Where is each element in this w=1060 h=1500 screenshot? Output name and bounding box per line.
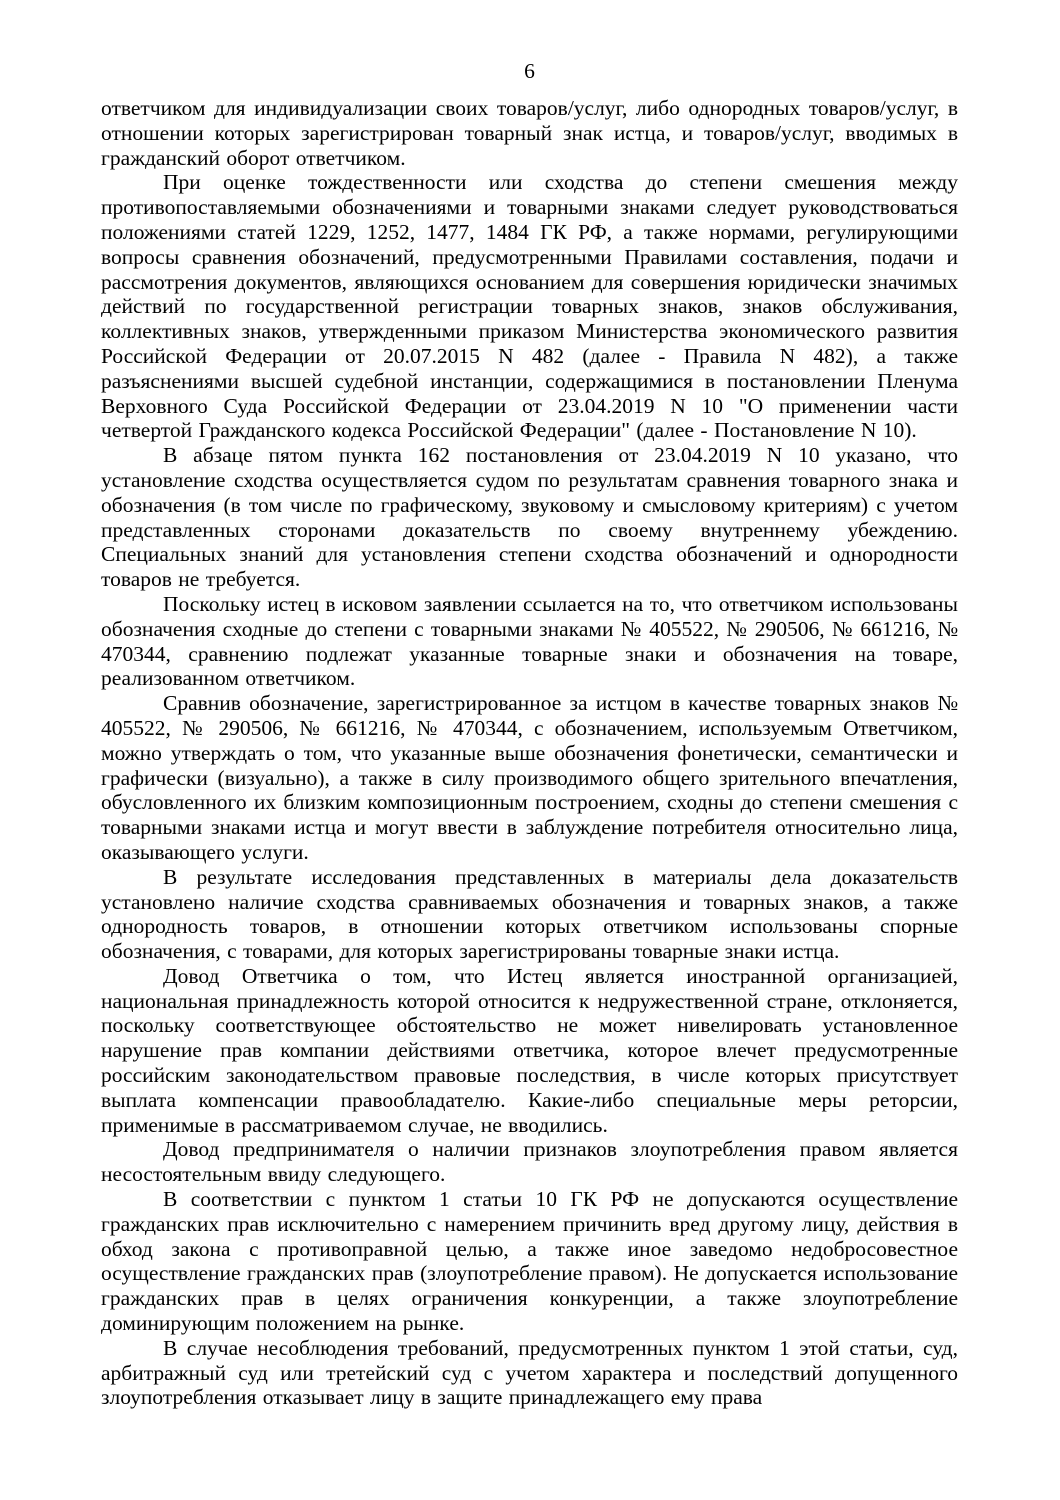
- paragraph: При оценке тождественности или сходства до степени смешения между противопоставляемыми обозначениями и товарными знаками следует руководствоваться положениями статей 1229, 1252, 1477, 1484 ГК РФ, а также нормами, регулирующими вопросы сравнения обозначений, предусмотренными Правилами составления, подачи и рассмотрения документов, являющихся основанием для совершения юридически значимых действий по государственной регистрации товарных знаков, знаков обслуживания, коллективных знаков, утвержденными приказом Министерства экономического развития Российской Федерации от 20.07.2015 N 482 (далее - Правила N 482), а также разъяснениями высшей судебной инстанции, содержащимися в постановлении Пленума Верховного Суда Российской Федерации от 23.04.2019 N 10 "О применении части четвертой Гражданского кодекса Российской Федерации" (далее - Постановление N 10).: [101, 170, 958, 443]
- paragraph: Поскольку истец в исковом заявлении ссылается на то, что ответчиком использованы обозначения сходные до степени с товарными знаками № 405522, № 290506, № 661216, № 470344, сравнению подлежат указанные товарные знаки и обозначения на товаре, реализованном ответчиком.: [101, 591, 958, 691]
- paragraph: В абзаце пятом пункта 162 постановления от 23.04.2019 N 10 указано, что установление сходства осуществляется судом по результатам сравнения товарного знака и обозначения (в том числе по графическому, звуковому и смысловому критериям) с учетом представленных сторонами доказательств по своему внутреннему убеждению. Специальных знаний для установления степени сходства обозначений и однородности товаров не требуется.: [101, 443, 958, 592]
- paragraph: Сравнив обозначение, зарегистрированное за истцом в качестве товарных знаков № 405522, № 290506, № 661216, № 470344, с обозначением, используемым Ответчиком, можно утверждать о том, что указанные выше обозначения фонетически, семантически и графически (визуально), а также в силу производимого общего зрительного впечатления, обусловленного их близким композиционным построением, сходны до степени смешения с товарными знаками истца и могут ввести в заблуждение потребителя относительно лица, оказывающего услуги.: [101, 691, 958, 864]
- paragraph: В результате исследования представленных в материалы дела доказательств установлено наличие сходства сравниваемых обозначения и товарных знаков, а также однородность товаров, в отношении которых ответчиком использованы спорные обозначения, с товарами, для которых зарегистрированы товарные знаки истца.: [101, 864, 958, 964]
- paragraph: Довод предпринимателя о наличии признаков злоупотребления правом является несостоятельным ввиду следующего.: [101, 1137, 958, 1187]
- document-body: [101, 96, 958, 1410]
- paragraph: В случае несоблюдения требований, предусмотренных пунктом 1 этой статьи, суд, арбитражный суд или третейский суд с учетом характера и последствий допущенного злоупотребления отказывает лицу в защите принадлежащего ему права: [101, 1335, 958, 1410]
- paragraph: В соответствии с пунктом 1 статьи 10 ГК РФ не допускаются осуществление гражданских прав исключительно с намерением причинить вред другому лицу, действия в обход закона с противоправной целью, а также иное заведомо недобросовестное осуществление гражданских прав (злоупотребление правом). Не допускается использование гражданских прав в целях ограничения конкуренции, а также злоупотребление доминирующим положением на рынке.: [101, 1187, 958, 1336]
- paragraph: Довод Ответчика о том, что Истец является иностранной организацией, национальная принадлежность которой относится к недружественной стране, отклоняется, поскольку соответствующее обстоятельство не может нивелировать установленное нарушение прав компании действиями ответчика, которое влечет предусмотренные российским законодательством правовые последствия, в числе которых присутствует выплата компенсации правообладателю. Какие-либо специальные меры реторсии, применимые в рассматриваемом случае, не вводились.: [101, 963, 958, 1137]
- page-number: 6: [524, 59, 535, 83]
- paragraph: ответчиком для индивидуализации своих товаров/услуг, либо однородных товаров/услуг, в отношении которых зарегистрирован товарный знак истца, и товаров/услуг, вводимых в гражданский оборот ответчиком.: [101, 96, 958, 170]
